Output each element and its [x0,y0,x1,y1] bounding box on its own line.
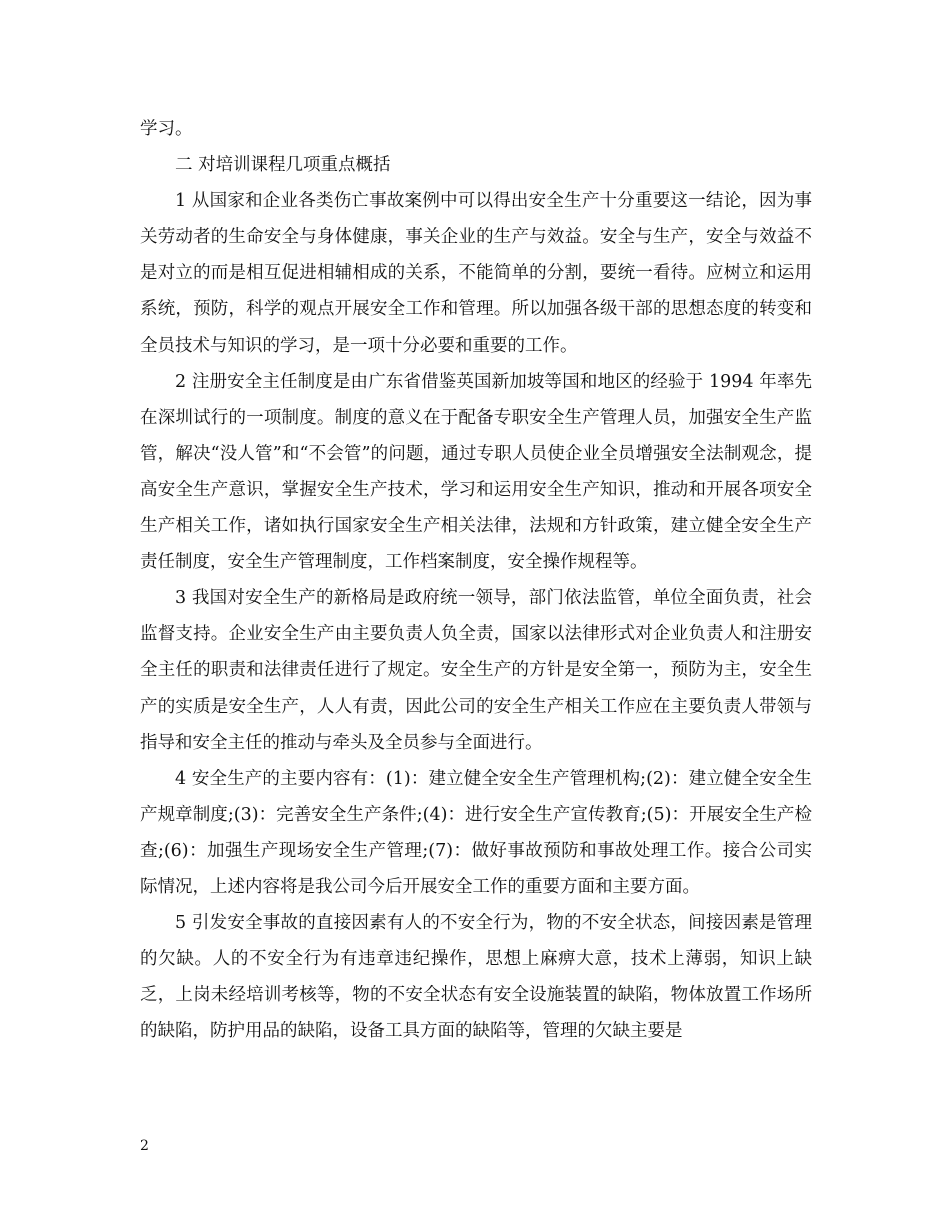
paragraph-point-5: 5 引发安全事故的直接因素有人的不安全行为，物的不安全状态，间接因素是管理的欠缺。人的不安全行为有违章违纪操作，思想上麻痹大意，技术上薄弱，知识上缺乏，上岗未经培训考核等，物的不安全状态有安全设施装置的缺陷，物体放置工作场所的缺陷，防护用品的缺陷，设备工具方面的缺陷等，管理的欠缺主要是 [140,913,812,1042]
paragraph-point-4: 4 安全生产的主要内容有：(1)：建立健全安全生产管理机构;(2)：建立健全安全生产规章制度;(3)：完善安全生产条件;(4)：进行安全生产宣传教育;(5)：开展安全生产检查;(6)：加强生产现场安全生产管理;(7)：做好事故预防和事故处理工作。接合公司实际情况，上述内容将是我公司今后开展安全工作的重要方面和主要方面。 [140,768,812,897]
paragraph-point-2: 2 注册安全主任制度是由广东省借鉴英国新加坡等国和地区的经验于 1994 年率先在深圳试行的一项制度。制度的意义在于配备专职安全生产管理人员，加强安全生产监管，解决“没人管”和“不会管”的问题，通过专职人员使企业全员增强安全法制观念，提高安全生产意识，掌握安全生产技术，学习和运用安全生产知识，推动和开展各项安全生产相关工作，诸如执行国家安全生产相关法律，法规和方针政策，建立健全安全生产责任制度，安全生产管理制度，工作档案制度，安全操作规程等。 [140,371,812,573]
paragraph-point-1: 1 从国家和企业各类伤亡事故案例中可以得出安全生产十分重要这一结论，因为事关劳动者的生命安全与身体健康，事关企业的生产与效益。安全与生产，安全与效益不是对立的而是相互促进相辅相成的关系，不能简单的分割，要统一看待。应树立和运用系统，预防，科学的观点开展安全工作和管理。所以加强各级干部的思想态度的转变和全员技术与知识的学习，是一项十分必要和重要的工作。 [140,191,812,356]
document-body [140,111,812,1049]
paragraph-point-3: 3 我国对安全生产的新格局是政府统一领导，部门依法监管，单位全面负责，社会监督支持。企业安全生产由主要负责人负全责，国家以法律形式对企业负责人和注册安全主任的职责和法律责任进行了规定。安全生产的方针是安全第一，预防为主，安全生产的实质是安全生产，人人有责，因此公司的安全生产相关工作应在主要负责人带领与指导和安全主任的推动与牵头及全员参与全面进行。 [140,588,812,753]
paragraph-continuation: 学习。 [140,119,193,139]
section-heading: 二 对培训课程几项重点概括 [175,155,391,176]
page-number: 2 [140,1138,149,1154]
